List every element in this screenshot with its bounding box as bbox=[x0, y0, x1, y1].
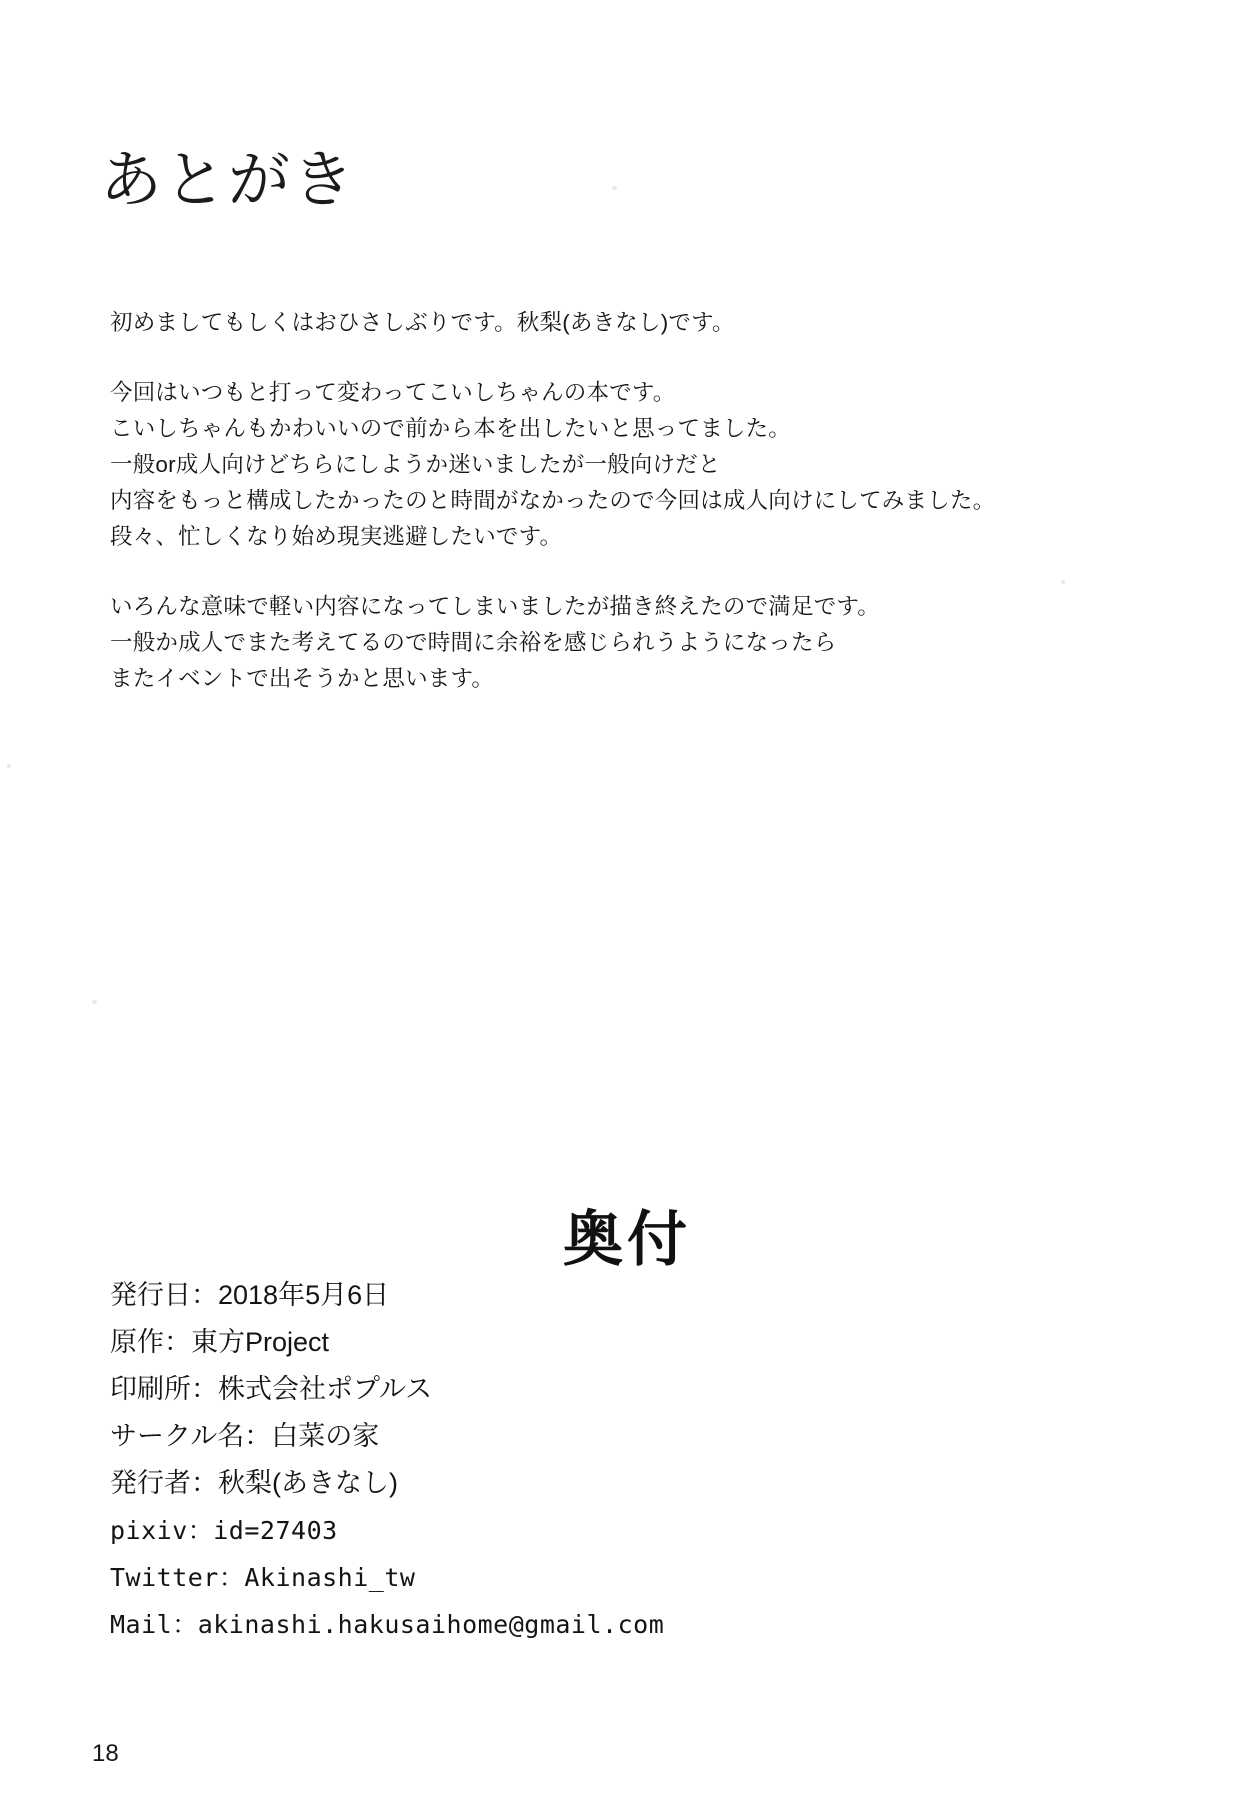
colophon-entry-printer: 印刷所：株式会社ポプルス bbox=[110, 1374, 433, 1404]
afterword-line: こいしちゃんもかわいいので前から本を出したいと思ってました。 bbox=[110, 416, 792, 441]
afterword-paragraph bbox=[110, 305, 1170, 341]
colophon-entry-pixiv: pixiv：id=27403 bbox=[110, 1516, 338, 1545]
colophon-entry-publish-date: 発行日：2018年5月6日 bbox=[110, 1280, 390, 1310]
afterword-line: 初めましてもしくはおひさしぶりです。秋梨(あきなし)です。 bbox=[110, 310, 735, 335]
afterword-line: 段々、忙しくなり始め現実逃避したいです。 bbox=[110, 524, 563, 549]
afterword-line: いろんな意味で軽い内容になってしまいましたが描き終えたので満足です。 bbox=[110, 594, 881, 619]
afterword-line: 一般か成人でまた考えてるので時間に余裕を感じられうようになったら bbox=[110, 630, 837, 655]
afterword-heading: あとがき bbox=[100, 145, 357, 215]
colophon-list bbox=[110, 1272, 664, 1648]
colophon-entry-circle-name: サークル名：白菜の家 bbox=[110, 1421, 380, 1451]
page-number: 18 bbox=[92, 1740, 119, 1767]
colophon-entry-original-work: 原作：東方Project bbox=[110, 1327, 330, 1357]
afterword-body bbox=[110, 305, 1170, 697]
afterword-line: またイベントで出そうかと思います。 bbox=[110, 666, 495, 691]
afterword-paragraph bbox=[110, 375, 1170, 555]
colophon-entry-twitter: Twitter：Akinashi_tw bbox=[110, 1563, 416, 1592]
colophon-entry-mail: Mail：akinashi.hakusaihome@gmail.com bbox=[110, 1610, 665, 1639]
afterword-paragraph bbox=[110, 589, 1170, 697]
afterword-line: 今回はいつもと打って変わってこいしちゃんの本です。 bbox=[110, 380, 676, 405]
paper-speckle bbox=[92, 1000, 97, 1004]
afterword-line: 一般or成人向けどちらにしようか迷いましたが一般向けだと bbox=[110, 452, 721, 477]
paper-speckle bbox=[7, 764, 11, 768]
colophon-heading: 奥付 bbox=[563, 1205, 691, 1273]
colophon-entry-publisher: 発行者：秋梨(あきなし) bbox=[110, 1468, 398, 1498]
paper-speckle bbox=[612, 186, 617, 190]
afterword-line: 内容をもっと構成したかったのと時間がなかったので今回は成人向けにしてみました。 bbox=[110, 488, 996, 513]
